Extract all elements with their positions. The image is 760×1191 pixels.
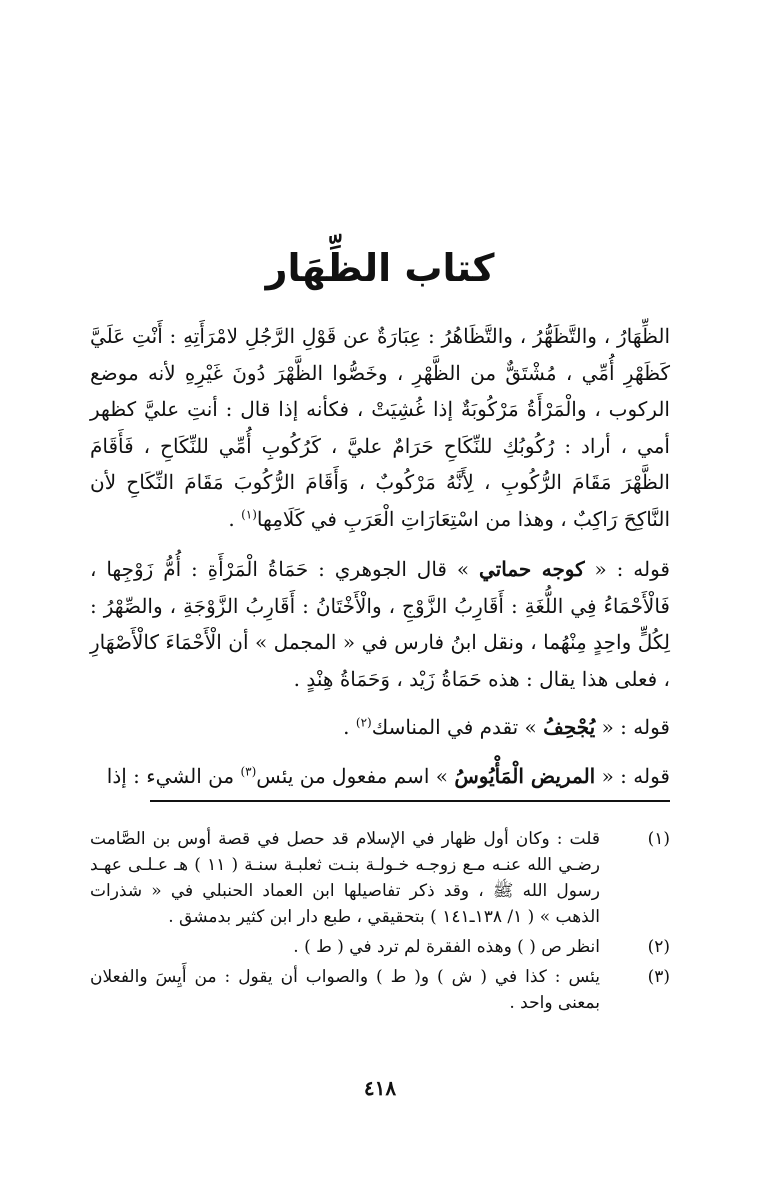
paragraph-almayus-text: » اسم مفعول من يئس xyxy=(256,763,455,788)
paragraph-yujhif xyxy=(90,709,670,746)
paragraph-kawajhi-hamati-text: » قال الجوهري : حَمَاةُ الْمَرْأَةِ : أُمُّ زَوْجِها ، فَالْأَحْمَاءُ فِي اللُّغَةِ : أَقَارِبُ الزَّوْجِ ، والْأَخْتَانُ : أَقَارِبُ الزَّوْجَةِ ، والصِّهْرُ : لِكُلٍّ واحِدٍ مِنْهُما ، ونقل ابنُ فارس في « المجمل » أن الْأَحْمَاءَ كالْأَصْهَارِ ، فعلى هذا يقال : هذه حَمَاةُ زَيْد ، وَحَمَاةُ هِنْدٍ . xyxy=(90,557,670,691)
footnote-ref-1: (١) xyxy=(241,506,257,521)
quote-open: قوله : « xyxy=(584,557,670,581)
quoted-term: المريض الْمَأْيُوسُ xyxy=(454,763,596,788)
paragraph-yujhif-end: . xyxy=(343,715,356,739)
quoted-term: يُجْحِفُ xyxy=(543,715,596,739)
quote-open: قوله : « xyxy=(595,715,670,739)
paragraph-almayus-end: من الشيء : إذا xyxy=(106,763,241,788)
footnote-3 xyxy=(90,964,670,1016)
footnote-ref-2: (٢) xyxy=(355,715,372,730)
footnote-text: يئس : كذا في ( ش ) و( ط ) والصواب أن يقول : من أَيِسَ والفعلان بمعنى واحد . xyxy=(90,967,600,1013)
paragraph-almayus xyxy=(90,758,670,795)
footnote-text: انظر ص ( ) وهذه الفقرة لم ترد في ( ط ) . xyxy=(293,937,600,957)
paragraph-definition-text: الظِّهَارُ ، والتَّظَهُّرُ ، والتَّظَاهُرُ : عِبَارَةٌ عن قَوْلِ الرَّجُلِ لامْرَأَتِهِ : أَنْتِ عَلَيَّ كَظَهْرِ أُمِّي ، مُشْتَقٌّ من الظَّهْرِ ، وخَصُّوا الظَّهْرَ دُونَ غَيْرِهِ لأنه موضع الركوب ، والْمَرْأَةُ مَرْكُوبَةٌ إذا غُشِيَتْ ، فكأنه إذا قال : أنتِ عليَّ كظهر أمي ، أراد : رُكُوبُكِ للنِّكَاحِ حَرَامٌ عليَّ ، كَرُكُوبِ أُمِّي للنِّكَاحِ ، فَأَقَامَ الظَّهْرَ مَقَامَ الرُّكُوبِ ، لِأَنَّهُ مَرْكُوبٌ ، وَأَقَامَ الرُّكُوبَ مَقَامَ النِّكَاحِ لأن النَّاكِحَ رَاكِبٌ ، وهذا من اسْتِعَارَاتِ الْعَرَبِ في كَلَامِها xyxy=(90,324,670,531)
footnote-number: (٣) xyxy=(647,967,670,987)
chapter-title: كتاب الظِّهَار xyxy=(265,246,495,290)
footnote-number: (١) xyxy=(647,829,670,849)
main-text xyxy=(90,318,670,794)
paragraph-definition-end: . xyxy=(228,506,242,531)
footnote-text: قلت : وكان أول ظهار في الإسلام قد حصل في قصة أوس بن الصَّامت رضـي الله عنـه مـع زوجـه خـولـة بنـت ثعلبـة سنـة ( ١١ ) هـ عـلـى عهـد رسول الله ﷺ ، وقد ذكر تفاصيلها ابن العماد الحنبلي في « شذرات الذهب » ( ١/ ١٣٨ـ١٤١ ) بتحقيقي ، طبع دار ابن كثير بدمشق . xyxy=(90,829,600,927)
footnote-1 xyxy=(90,826,670,930)
quoted-term: كوجه حماتي xyxy=(478,557,585,581)
paragraph-kawajhi-hamati xyxy=(90,551,670,697)
quote-open: قوله : « xyxy=(595,763,670,788)
paragraph-definition xyxy=(90,318,670,537)
page-number: ٤١٨ xyxy=(363,1076,397,1100)
paragraph-yujhif-text: » تقدم في المناسك xyxy=(371,715,544,739)
footnote-ref-3: (٣) xyxy=(240,763,257,778)
footnotes xyxy=(90,826,670,1020)
footnote-2 xyxy=(90,934,670,960)
footnote-number: (٢) xyxy=(647,937,670,957)
footnote-separator xyxy=(150,800,670,802)
